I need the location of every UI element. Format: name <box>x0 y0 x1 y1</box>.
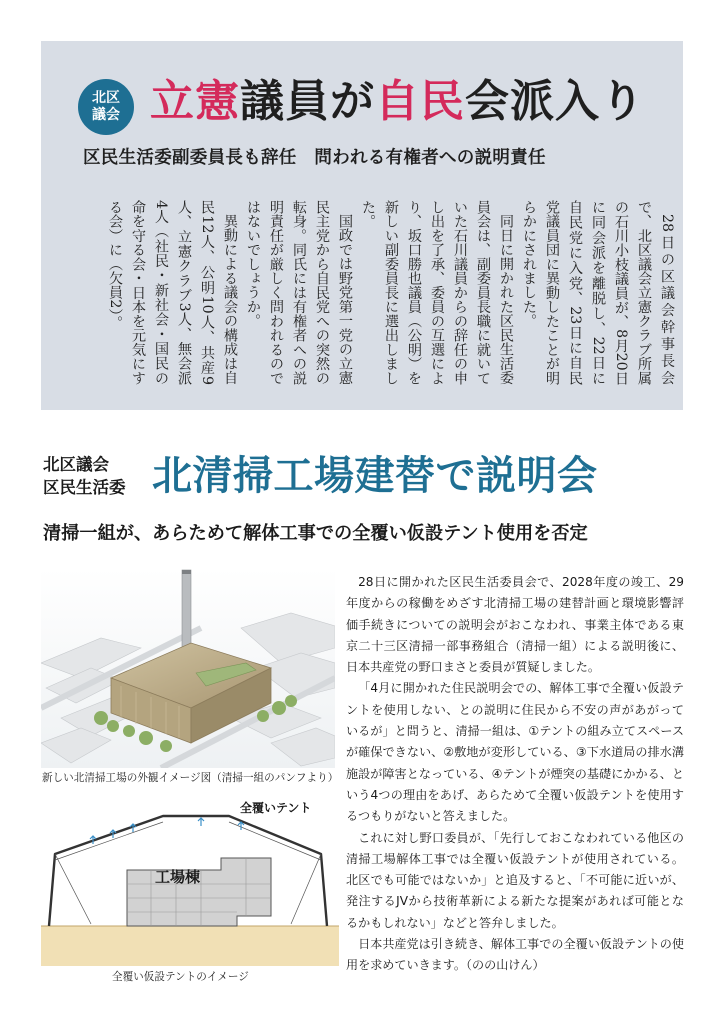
article-1-paragraph: 国政では野党第一党の立憲民主党から自民党への突然の転身。同氏には有権者への説明責任が厳しく問われるのではないでしょうか。 <box>245 200 353 385</box>
tent-caption: 全覆い仮設テントのイメージ <box>112 971 249 983</box>
article-1-paragraph: 同日に開かれた区民生活委員会は、副委員長職に就いていた石川議員からの辞任の申し出を了承、委員の互選により、坂口勝也議員（公明）を新しい副委員長に選出しました。 <box>360 200 514 385</box>
headline-part-3: 自民 <box>375 76 465 127</box>
kicker-line-2: 区民生活委 <box>43 478 126 497</box>
article-1-paragraph: 28日の区議会幹事長会で、北区議会立憲クラブ所属の石川小枝議員が、8月20日に同会派を離脱し、22日に自民党に入党、23日に自民党議員団に異動したことが明らかにされました。 <box>521 200 675 385</box>
article-2-paragraph: 「4月に開かれた住民説明会での、解体工事で全覆い仮設テントを使用しない、との説明に住民から不安の声があがっているが」と問うと、清掃一組は、①テントの組み立てスペースが確保できない、②敷地が変形している、③下水道局の排水溝施設が障害となっている、④テントが煙突の基礎にかかる、という4つの理由をあげ、あらためて全覆い仮設テントを使用するつもりがないと答えました。 <box>346 681 684 824</box>
section-badge <box>78 79 134 135</box>
headline-part-2: 議員が <box>240 76 375 127</box>
badge-line-1: 北区 <box>92 90 120 106</box>
article-1-subheadline: 区民生活委副委員長も辞任 問われる有権者への説明責任 <box>83 148 546 168</box>
article-2-kicker <box>43 453 126 499</box>
article-2-paragraph: 日本共産党は引き続き、解体工事での全覆い仮設テントの使用を求めていきます。（のの山けん） <box>346 937 684 973</box>
article-2-subheadline: 清掃一組が、あらためて解体工事での全覆い仮設テント使用を否定 <box>43 523 588 544</box>
article-2-body <box>346 572 684 977</box>
article-1-body <box>58 200 678 385</box>
rendering-caption: 新しい北清掃工場の外観イメージ図（清掃一組のパンフより） <box>42 772 339 784</box>
article-1-headline <box>150 70 645 134</box>
headline-part-1: 立憲 <box>150 76 240 127</box>
headline-part-4: 会派入り <box>465 76 645 127</box>
article-2-paragraph: これに対し野口委員が、「先行しておこなわれている他区の清掃工場解体工事では全覆い仮設テントが使用されている。北区でも可能ではないか」と追及すると、「不可能に近いが、発注するJVから技術革新による新たな提案があれば可能となるかもしれない」などと答弁しました。 <box>346 830 684 930</box>
factory-rendering-image <box>41 568 335 768</box>
article-1-paragraph: 異動による議会の構成は自民12人、公明10人、共産9人、立憲クラブ3人、無会派4人（社民・新社会・国民の命を守る会・日本を元気にする会）に（欠員2）。 <box>107 200 238 385</box>
badge-line-2: 議会 <box>92 107 120 123</box>
article-2-headline: 北清掃工場建替で説明会 <box>152 453 598 499</box>
kicker-line-1: 北区議会 <box>43 455 109 474</box>
building-label: 工場棟 <box>155 868 201 886</box>
article-2-paragraph: 28日に開かれた区民生活委員会で、2028年度の竣工、29年度からの稼働をめざす北清掃工場の建替計画と環境影響評価手続きについての説明会がおこなわれ、事業主体である東京二十三区清掃一部事務組合（清掃一組）による説明後に、日本共産党の野口まさと委員が質疑しました。 <box>346 575 684 675</box>
tent-label: 全覆いテント <box>240 801 312 815</box>
